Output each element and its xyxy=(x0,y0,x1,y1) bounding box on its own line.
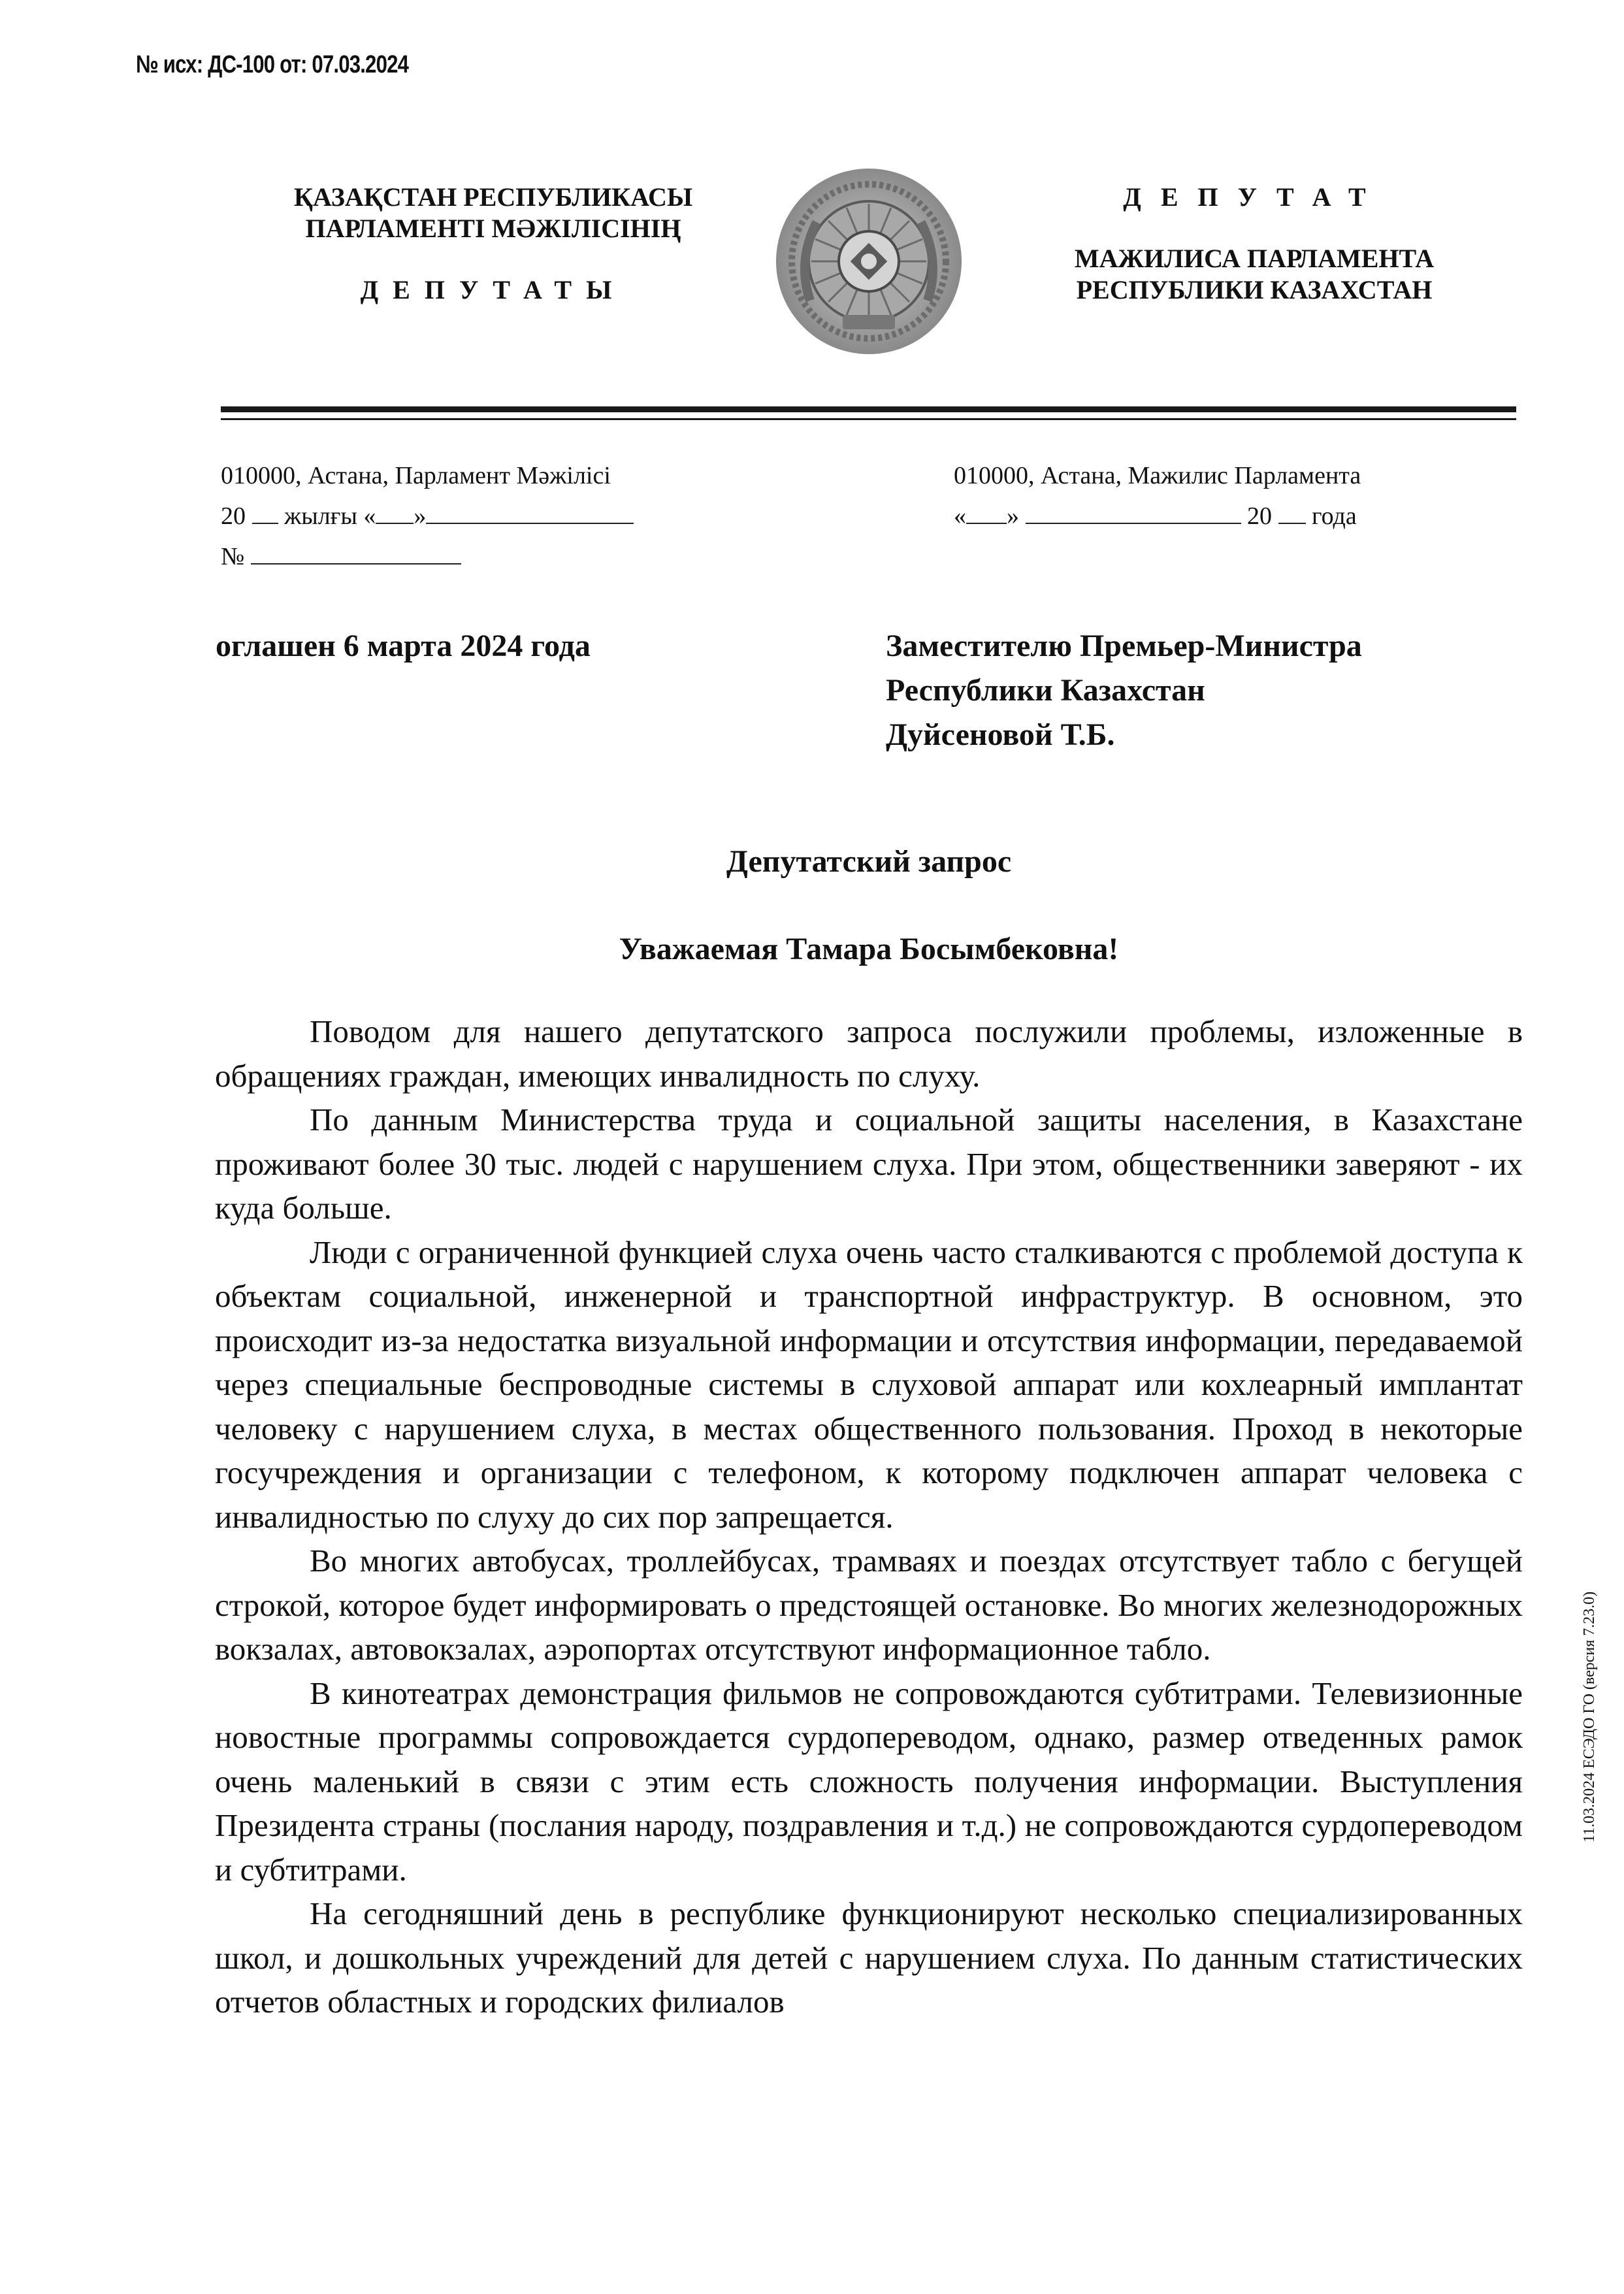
document-title: Депутатский запрос xyxy=(726,844,1012,879)
blank-year xyxy=(252,503,278,524)
salutation: Уважаемая Тамара Босымбековна! xyxy=(619,932,1119,966)
paragraph: Поводом для нашего депутатского запроса послужили проблемы, изложенные в обращениях граждан, имеющих инвалидность по слуху. xyxy=(215,1013,1523,1094)
address-left-date: 20 жылғы « » xyxy=(221,496,634,536)
header-right xyxy=(1019,243,1489,306)
recipient-line1: Заместителю Премьер-Министра xyxy=(886,629,1362,663)
outgoing-number: № исх: ДС-100 от: 07.03.2024 xyxy=(136,51,409,78)
address-right-text: 010000, Астана, Мажилис Парламента xyxy=(954,462,1361,489)
blank-month-ru xyxy=(1026,503,1241,524)
paragraph: В кинотеатрах демонстрация фильмов не сопровождаются субтитрами. Телевизионные новостные программы сопровождается сурдопереводом, однако, размер отведенных рамок очень маленький в связи с этим есть сложность получения информации. Выступления Президента страны (послания народу, поздравления и т.д.) не сопровождаются сурдопереводом и субтитрами. xyxy=(215,1675,1523,1888)
paragraph: По данным Министерства труда и социальной защиты населения, в Казахстане проживают более 30 тыс. людей с нарушением слуха. При этом, общественники заверяют - их куда больше. xyxy=(215,1102,1523,1226)
recipient-line3: Дуйсеновой Т.Б. xyxy=(886,717,1115,752)
paragraph: На сегодняшний день в республике функционируют несколько специализированных школ, и дошкольных учреждений для детей с нарушением слуха. По данным статистических отчетов областных и городских филиалов xyxy=(215,1895,1523,2020)
header-right-line1: ДЕПУТАТ xyxy=(1123,182,1386,212)
blank-day-ru xyxy=(966,503,1007,524)
address-left xyxy=(221,455,634,577)
address-left-text: 010000, Астана, Парламент Мәжілісі xyxy=(221,462,611,489)
emblem-icon xyxy=(771,163,967,359)
side-stamp: 11.03.2024 ЕСЭДО ГО (версия 7.23.0) xyxy=(1581,1591,1598,1843)
header-left-line2: ПАРЛАМЕНТІ МӘЖІЛІСІНІҢ xyxy=(305,214,681,243)
blank-month xyxy=(426,503,634,524)
address-left-number: № xyxy=(221,536,634,577)
recipient-block xyxy=(886,624,1362,757)
blank-number xyxy=(251,544,461,565)
letter-body xyxy=(215,1009,1523,2024)
blank-day xyxy=(376,503,414,524)
paragraph: Люди с ограниченной функцией слуха очень часто сталкиваются с проблемой доступа к объектам социальной, инженерной и транспортной инфраструктур. В основном, это происходит из-за недостатка визуальной информации и отсутствия информации, передаваемой через специальные беспроводные системы в слуховой аппарат или кохлеарный имплантат человеку с нарушением слуха, в местах общественного пользования. Проход в некоторые госучреждения и организации с телефоном, к которому подключен аппарат человека с инвалидностью по слуху до сих пор запрещается. xyxy=(215,1234,1523,1535)
header-rule-thick xyxy=(221,406,1516,412)
header-right-line2: МАЖИЛИСА ПАРЛАМЕНТА xyxy=(1074,244,1435,273)
header-rule-thin xyxy=(221,418,1516,420)
header-left-line1: ҚАЗАҚСТАН РЕСПУБЛИКАСЫ xyxy=(293,182,693,212)
recipient-line2: Республики Казахстан xyxy=(886,673,1205,708)
state-emblem xyxy=(771,163,967,359)
announced-date: оглашен 6 марта 2024 года xyxy=(216,629,591,663)
address-right xyxy=(954,455,1361,536)
blank-year-ru xyxy=(1278,503,1306,524)
header-left-line3: ДЕПУТАТЫ xyxy=(360,275,626,304)
address-right-date: « » 20 года xyxy=(954,502,1357,530)
header-left xyxy=(222,182,764,244)
header-right-line3: РЕСПУБЛИКИ КАЗАХСТАН xyxy=(1076,275,1433,304)
paragraph: Во многих автобусах, троллейбусах, трамваях и поездах отсутствует табло с бегущей строкой, которое будет информировать о предстоящей остановке. Во многих железнодорожных вокзалах, автовокзалах, аэропортах отсутствуют информационное табло. xyxy=(215,1543,1523,1667)
